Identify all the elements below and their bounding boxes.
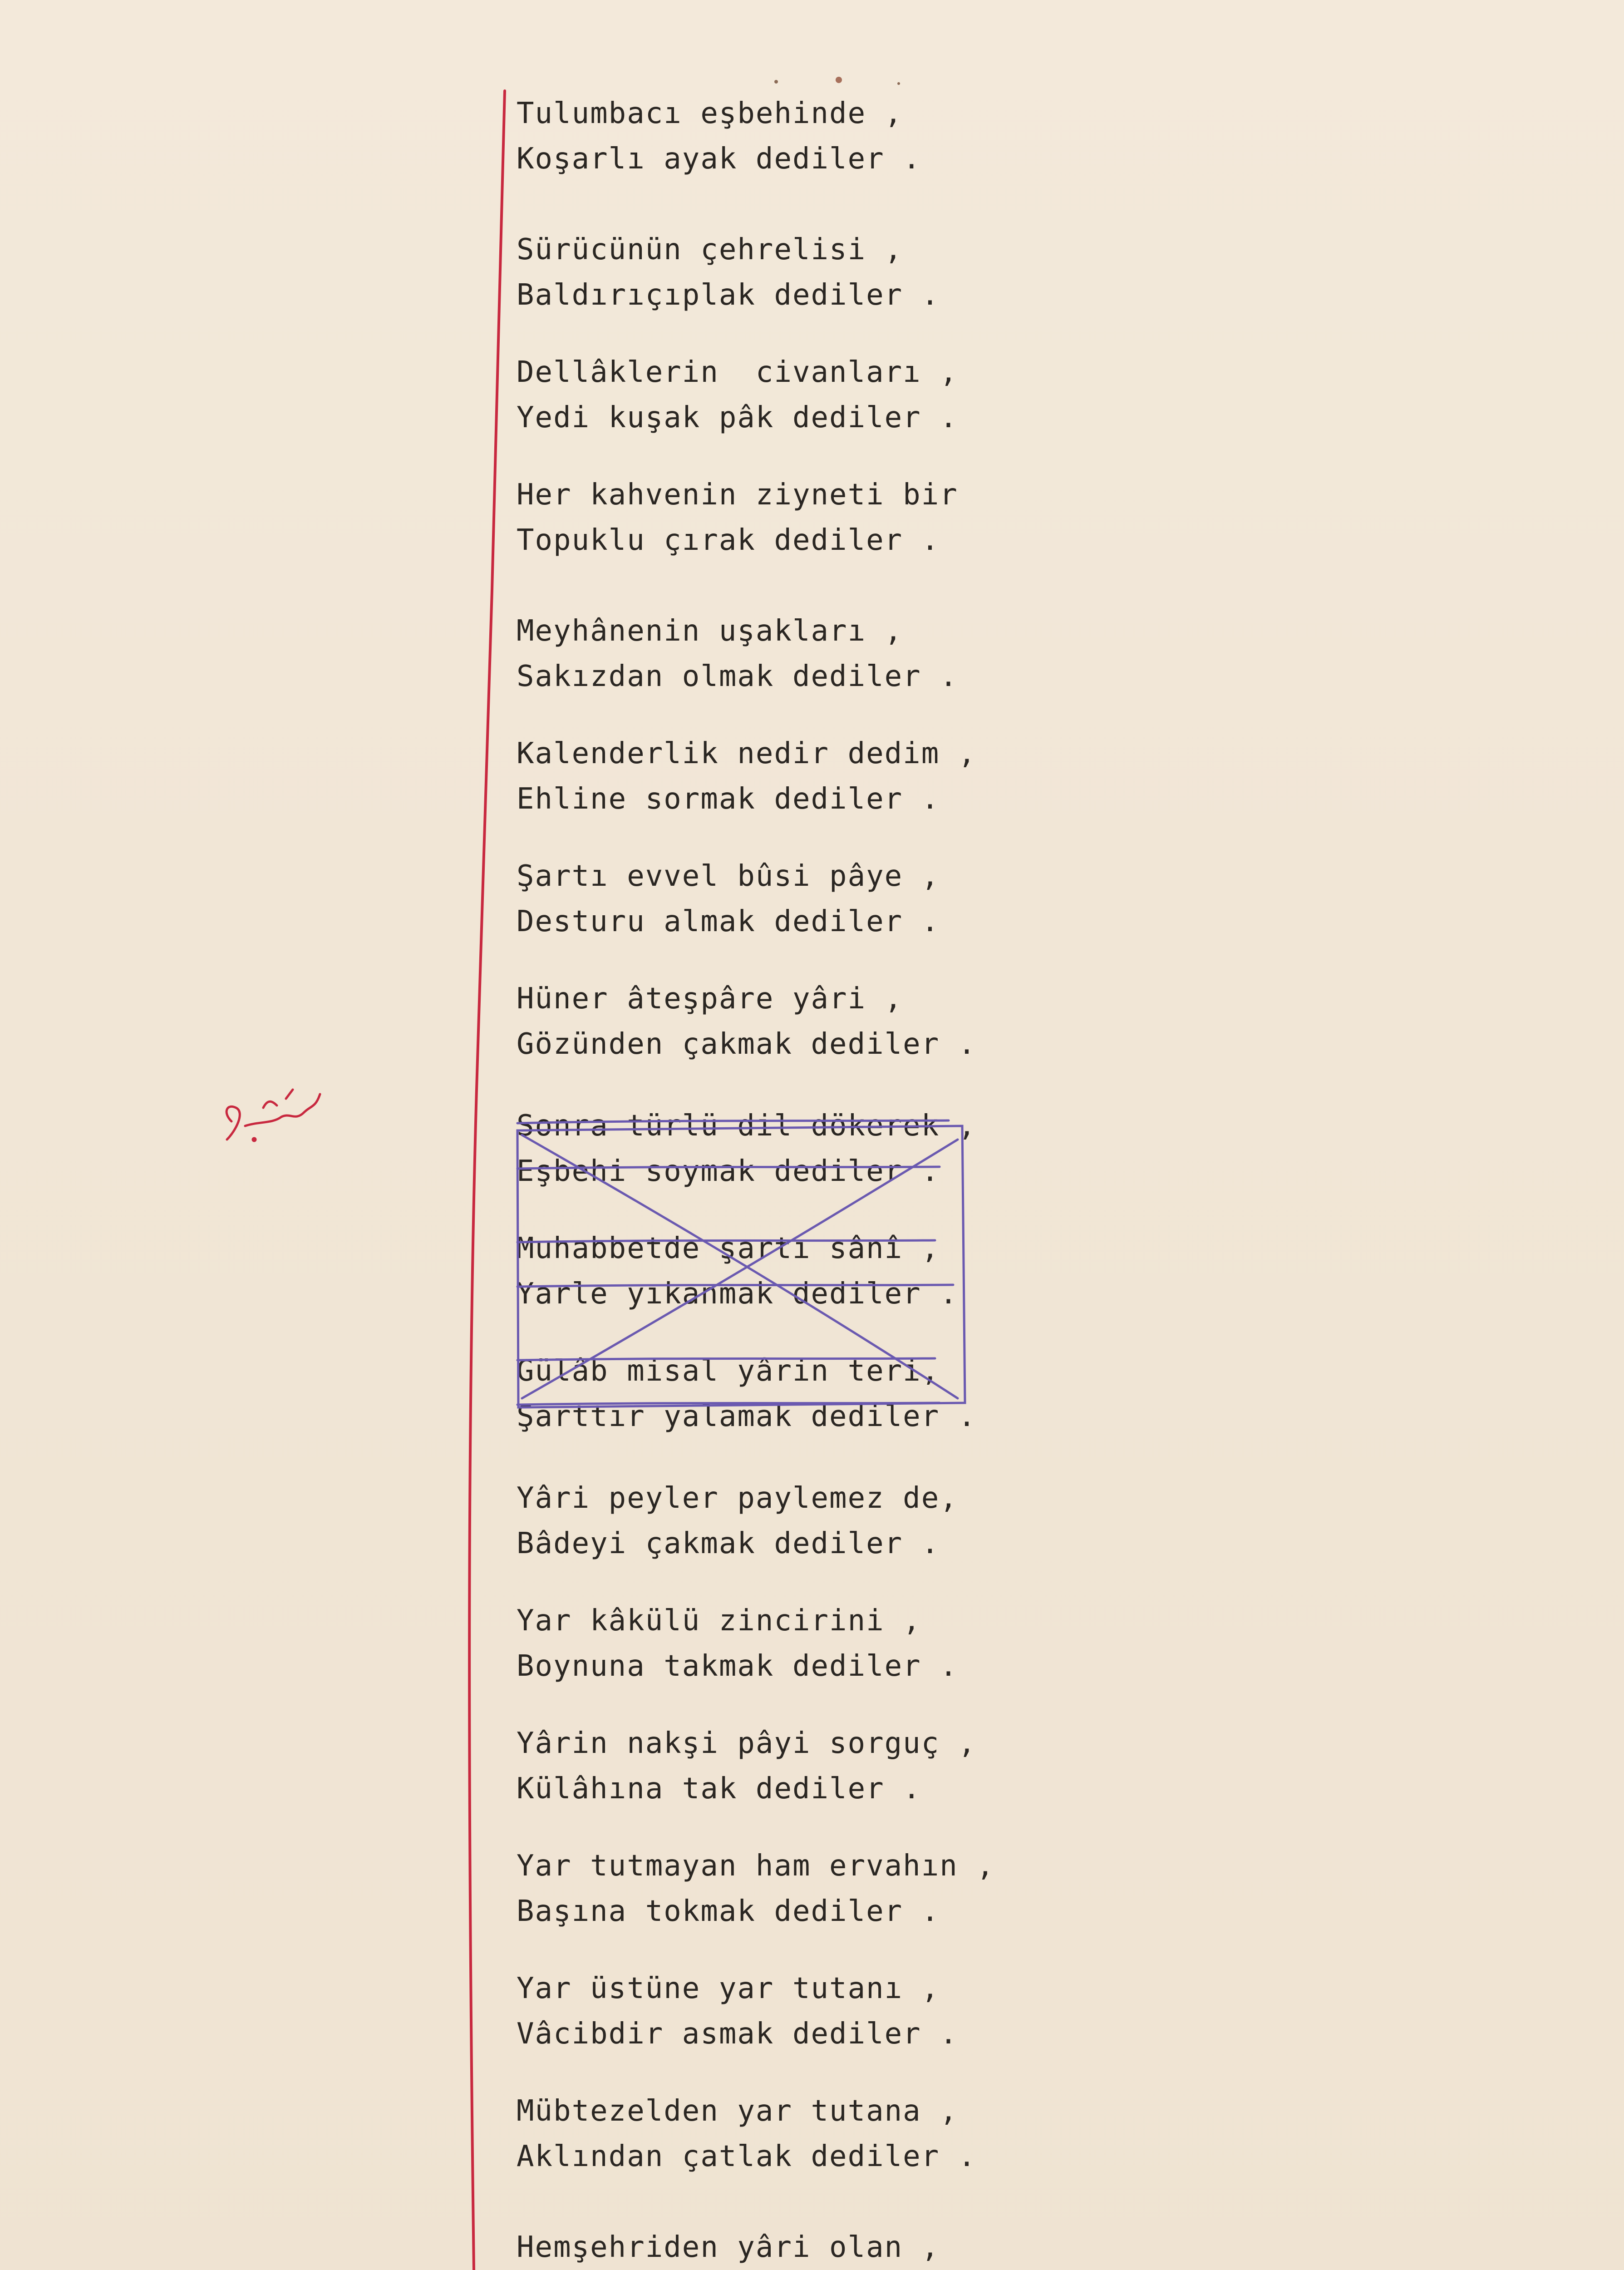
stanza	[517, 2225, 1061, 2270]
stanza	[517, 1598, 1061, 1689]
verse-line: Külâhına tak dediler .	[517, 1772, 921, 1806]
verse-line: Baldırıçıplak dediler .	[517, 278, 940, 312]
stanza	[517, 1721, 1061, 1811]
stanza-struck	[517, 1226, 1061, 1317]
verse-line: Topuklu çırak dediler .	[517, 523, 940, 557]
verse-line: Dellâklerin civanları ,	[517, 355, 958, 389]
verse-line: Yâri peyler paylemez de,	[517, 1481, 958, 1515]
verse-line: Şarttır yalamak dediler .	[517, 1400, 977, 1433]
verse-line: Desturu almak dediler .	[517, 905, 940, 938]
verse-line: Gülâb misal yârin teri,	[517, 1354, 940, 1388]
verse-line: Yar kâkülü zincirini ,	[517, 1604, 921, 1638]
verse-line: Sakızdan olmak dediler .	[517, 660, 958, 693]
verse-line: Aklından çatlak dediler .	[517, 2140, 977, 2173]
verse-line: Yarle yıkanmak dediler .	[517, 1277, 958, 1311]
verse-line: Yedi kuşak pâk dediler .	[517, 401, 958, 434]
stanza	[517, 1966, 1061, 2057]
verse-line: Eşbehi soymak dediler .	[517, 1155, 940, 1188]
stanza	[517, 472, 1061, 563]
verse-line: Başına tokmak dediler .	[517, 1895, 940, 1928]
verse-line: Her kahvenin ziyneti bir	[517, 478, 958, 512]
stanza	[517, 976, 1061, 1067]
verse-line: Bâdeyi çakmak dediler .	[517, 1527, 940, 1560]
stanza-struck	[517, 1103, 1061, 1194]
stanza	[517, 350, 1061, 440]
verse-line: Muhabbetde şartı sânî ,	[517, 1232, 940, 1265]
stanza	[517, 91, 1061, 182]
verse-line: Boynuna takmak dediler .	[517, 1649, 958, 1683]
verse-line: Hüner âteşpâre yâri ,	[517, 982, 903, 1016]
verse-line: Sonra türlü dil dökerek ,	[517, 1109, 977, 1143]
verse-line: Ehline sormak dediler .	[517, 782, 940, 816]
verse-line: Hemşehriden yâri olan ,	[517, 2231, 940, 2264]
stanza	[517, 1843, 1061, 1934]
verse-line: Sürücünün çehrelisi ,	[517, 233, 903, 266]
verse-line: Kalenderlik nedir dedim ,	[517, 737, 977, 770]
stanza	[517, 2088, 1061, 2179]
verse-line: Vâcibdir asmak dediler .	[517, 2017, 958, 2051]
stanza	[517, 1476, 1061, 1566]
stanza	[517, 227, 1061, 318]
stanza	[517, 731, 1061, 822]
verse-line: Yar üstüne yar tutanı ,	[517, 1972, 940, 2005]
verse-line: Yârin nakşi pâyi sorguç ,	[517, 1727, 977, 1760]
verse-line: Yar tutmayan ham ervahın ,	[517, 1849, 995, 1883]
verse-line: Mübtezelden yar tutana ,	[517, 2094, 958, 2128]
stanza	[517, 608, 1061, 699]
verse-line: Meyhânenin uşakları ,	[517, 614, 903, 648]
stanza-struck	[517, 1348, 1061, 1439]
stanza	[517, 854, 1061, 944]
verse-line: Tulumbacı eşbehinde ,	[517, 97, 903, 130]
margin-note-handwriting	[213, 1081, 340, 1162]
verse-line: Koşarlı ayak dediler .	[517, 142, 921, 176]
verse-line: Gözünden çakmak dediler .	[517, 1027, 977, 1061]
verse-line: Şartı evvel bûsi pâye ,	[517, 859, 940, 893]
